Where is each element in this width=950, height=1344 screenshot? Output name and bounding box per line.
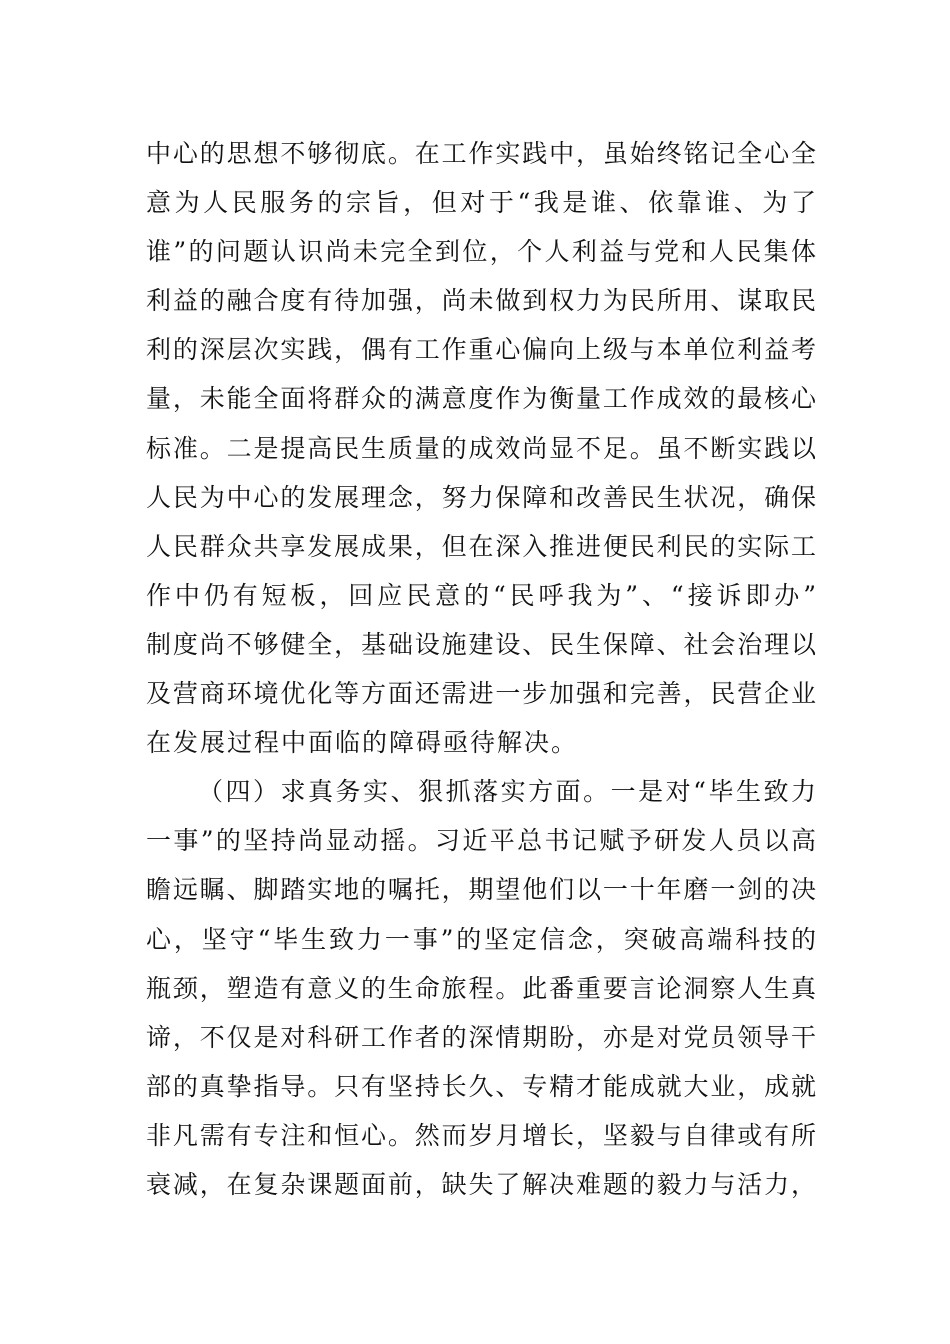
text-line: 部的真挚指导。只有坚持长久、专精才能成就大业，成就: [146, 1071, 816, 1101]
text-line: 瓶颈，塑造有意义的生命旅程。此番重要言论洞察人生真: [146, 973, 816, 1003]
text-line: 及营商环境优化等方面还需进一步加强和完善，民营企业: [146, 679, 816, 709]
text-line: 利的深层次实践，偶有工作重心偏向上级与本单位利益考: [146, 335, 816, 365]
text-line: 量，未能全面将群众的满意度作为衡量工作成效的最核心: [146, 384, 816, 414]
text-line: 一事”的坚持尚显动摇。习近平总书记赋予研发人员以高: [146, 826, 816, 856]
text-line: 谛，不仅是对科研工作者的深情期盼，亦是对党员领导干: [146, 1022, 816, 1052]
text-line: 心，坚守“毕生致力一事”的坚定信念，突破高端科技的: [146, 924, 816, 954]
text-line: 利益的融合度有待加强，尚未做到权力为民所用、谋取民: [146, 286, 816, 316]
document-body: [146, 129, 816, 1209]
text-line: 中心的思想不够彻底。在工作实践中，虽始终铭记全心全: [146, 139, 816, 168]
text-line: 非凡需有专注和恒心。然而岁月增长，坚毅与自律或有所: [146, 1120, 816, 1150]
text-line: 瞻远瞩、脚踏实地的嘱托，期望他们以一十年磨一剑的决: [146, 875, 816, 905]
paragraph-end-line: 在发展过程中面临的障碍亟待解决。: [146, 728, 579, 758]
section-heading-line: （四）求真务实、狠抓落实方面。一是对“毕生致力: [198, 777, 816, 807]
text-line: 人民为中心的发展理念，努力保障和改善民生状况，确保: [146, 482, 816, 512]
text-line: 人民群众共享发展成果，但在深入推进便民利民的实际工: [146, 531, 816, 561]
text-line: 作中仍有短板，回应民意的“民呼我为”、“接诉即办”: [146, 580, 816, 610]
text-line: 谁”的问题认识尚未完全到位，个人利益与党和人民集体: [146, 237, 816, 267]
text-line: 制度尚不够健全，基础设施建设、民生保障、社会治理以: [146, 629, 816, 659]
text-line: 标准。二是提高民生质量的成效尚显不足。虽不断实践以: [146, 433, 816, 463]
text-line: 衰减，在复杂课题面前，缺失了解决难题的毅力与活力，: [146, 1169, 816, 1199]
text-line: 意为人民服务的宗旨，但对于“我是谁、依靠谁、为了: [146, 188, 816, 218]
